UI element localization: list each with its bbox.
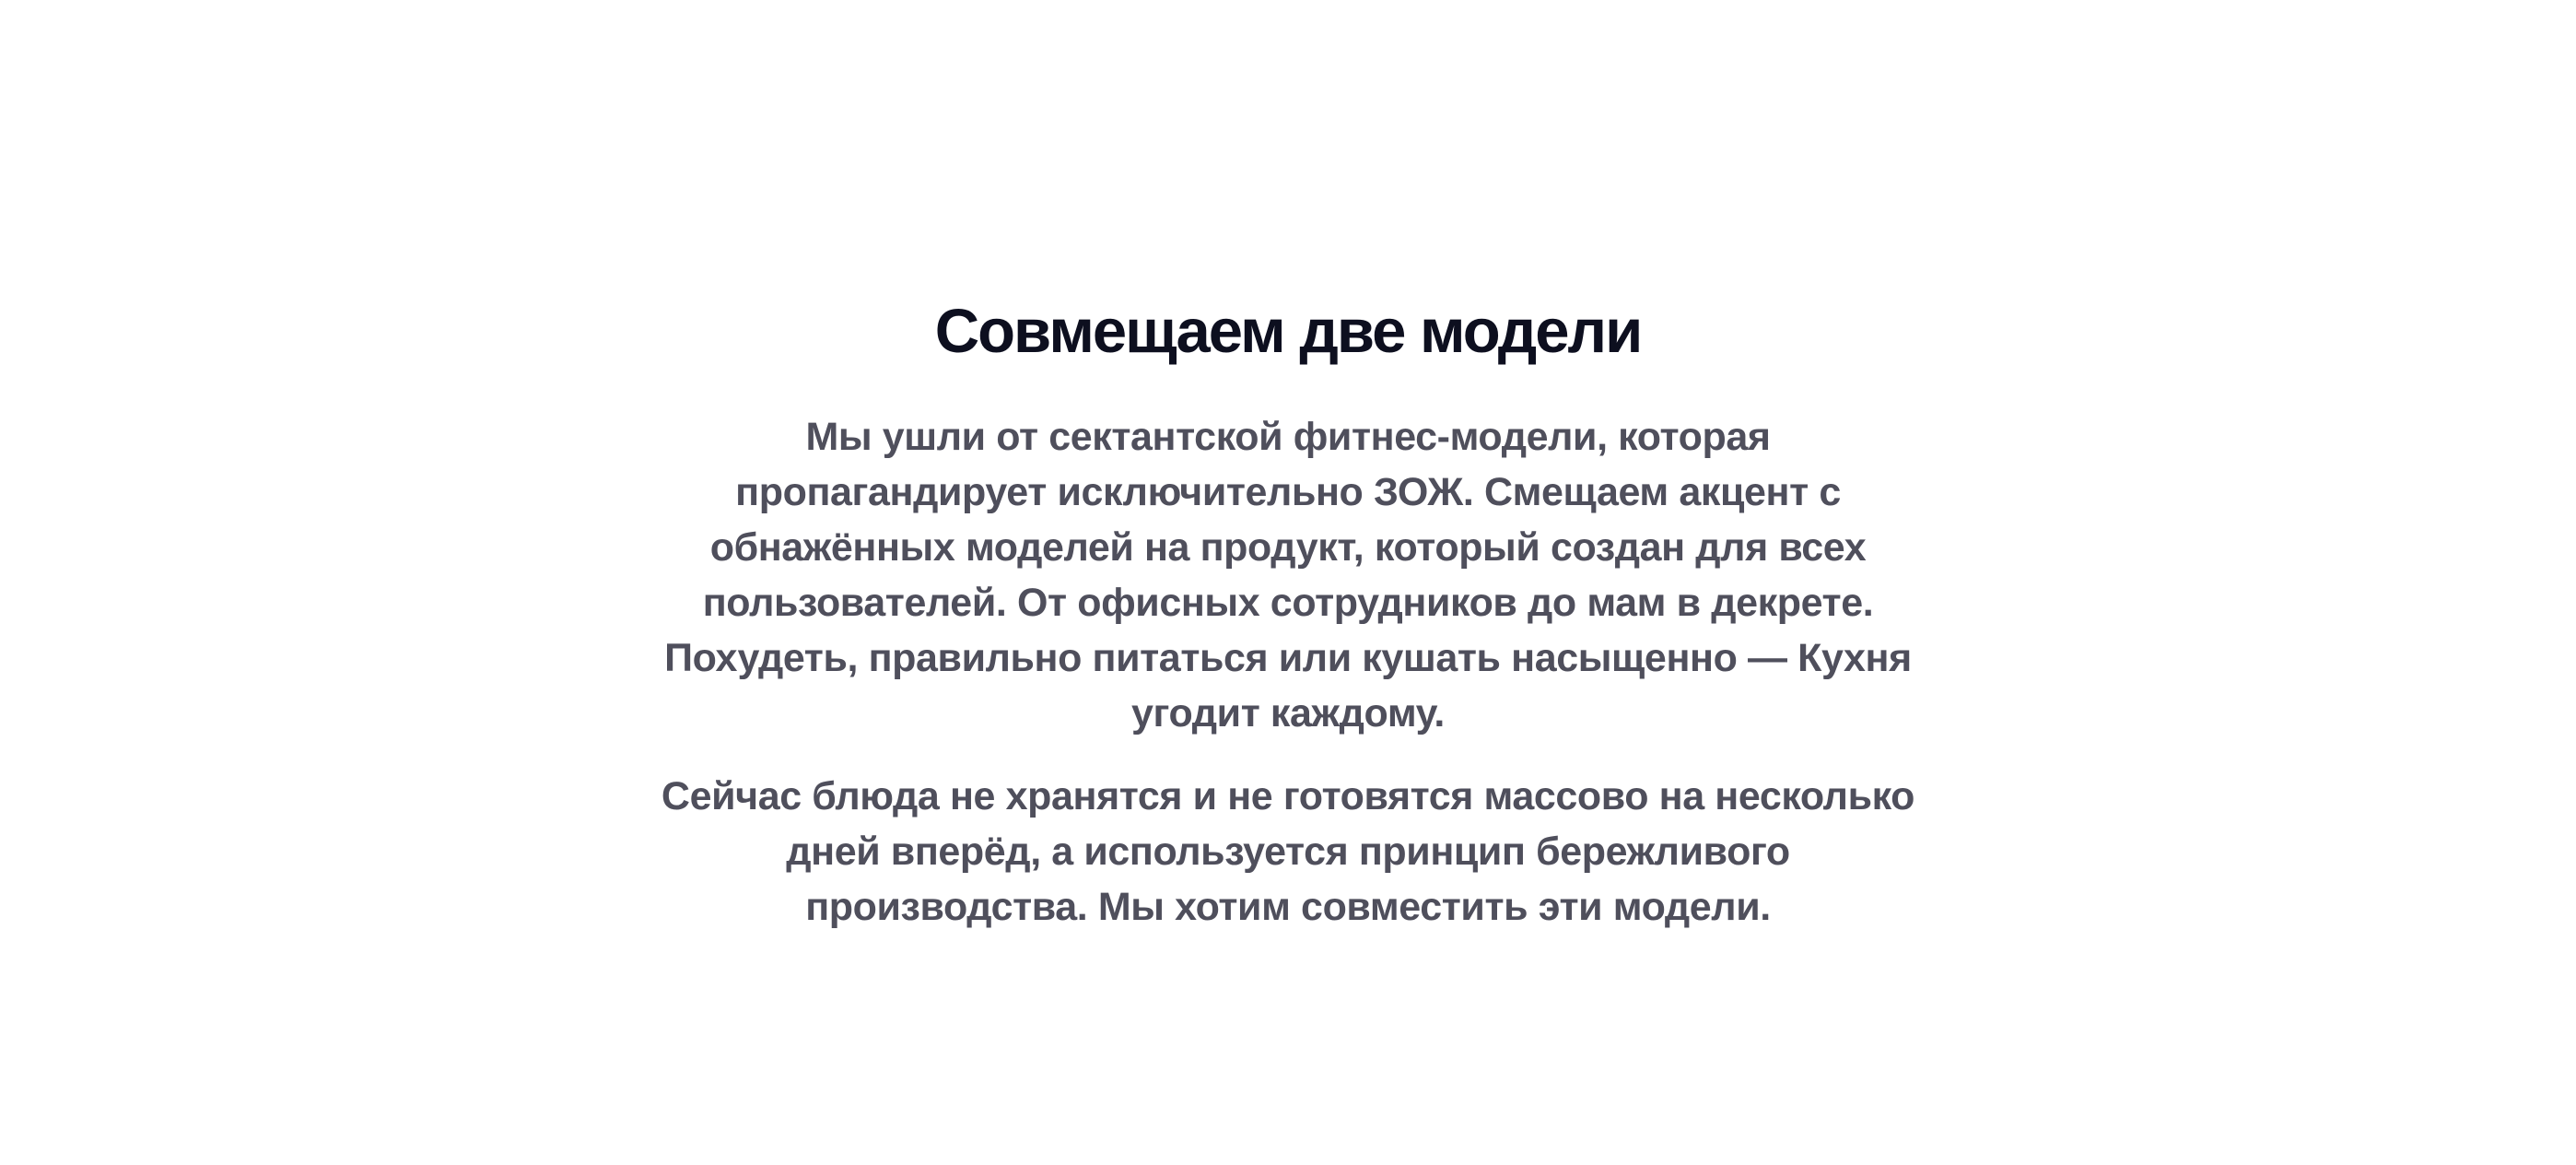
- two-models-section: [643, 288, 1933, 935]
- section-paragraph-2: Сейчас блюда не хранятся и не готовятся массово на несколько дней вперёд, а используется принцип бережливого производства. Мы хотим совместить эти модели.: [661, 774, 1915, 929]
- section-paragraph-1: Мы ушли от сектантской фитнес-модели, которая пропагандирует исключительно ЗОЖ. Смещаем акцент с обнажённых моделей на продукт, который создан для всех пользователей. От офисных сотрудников до мам в декрете. Похудеть, правильно питаться или кушать насыщенно — Кухня угодит каждому.: [664, 415, 1912, 735]
- section-title: Совмещаем две модели: [934, 297, 1642, 366]
